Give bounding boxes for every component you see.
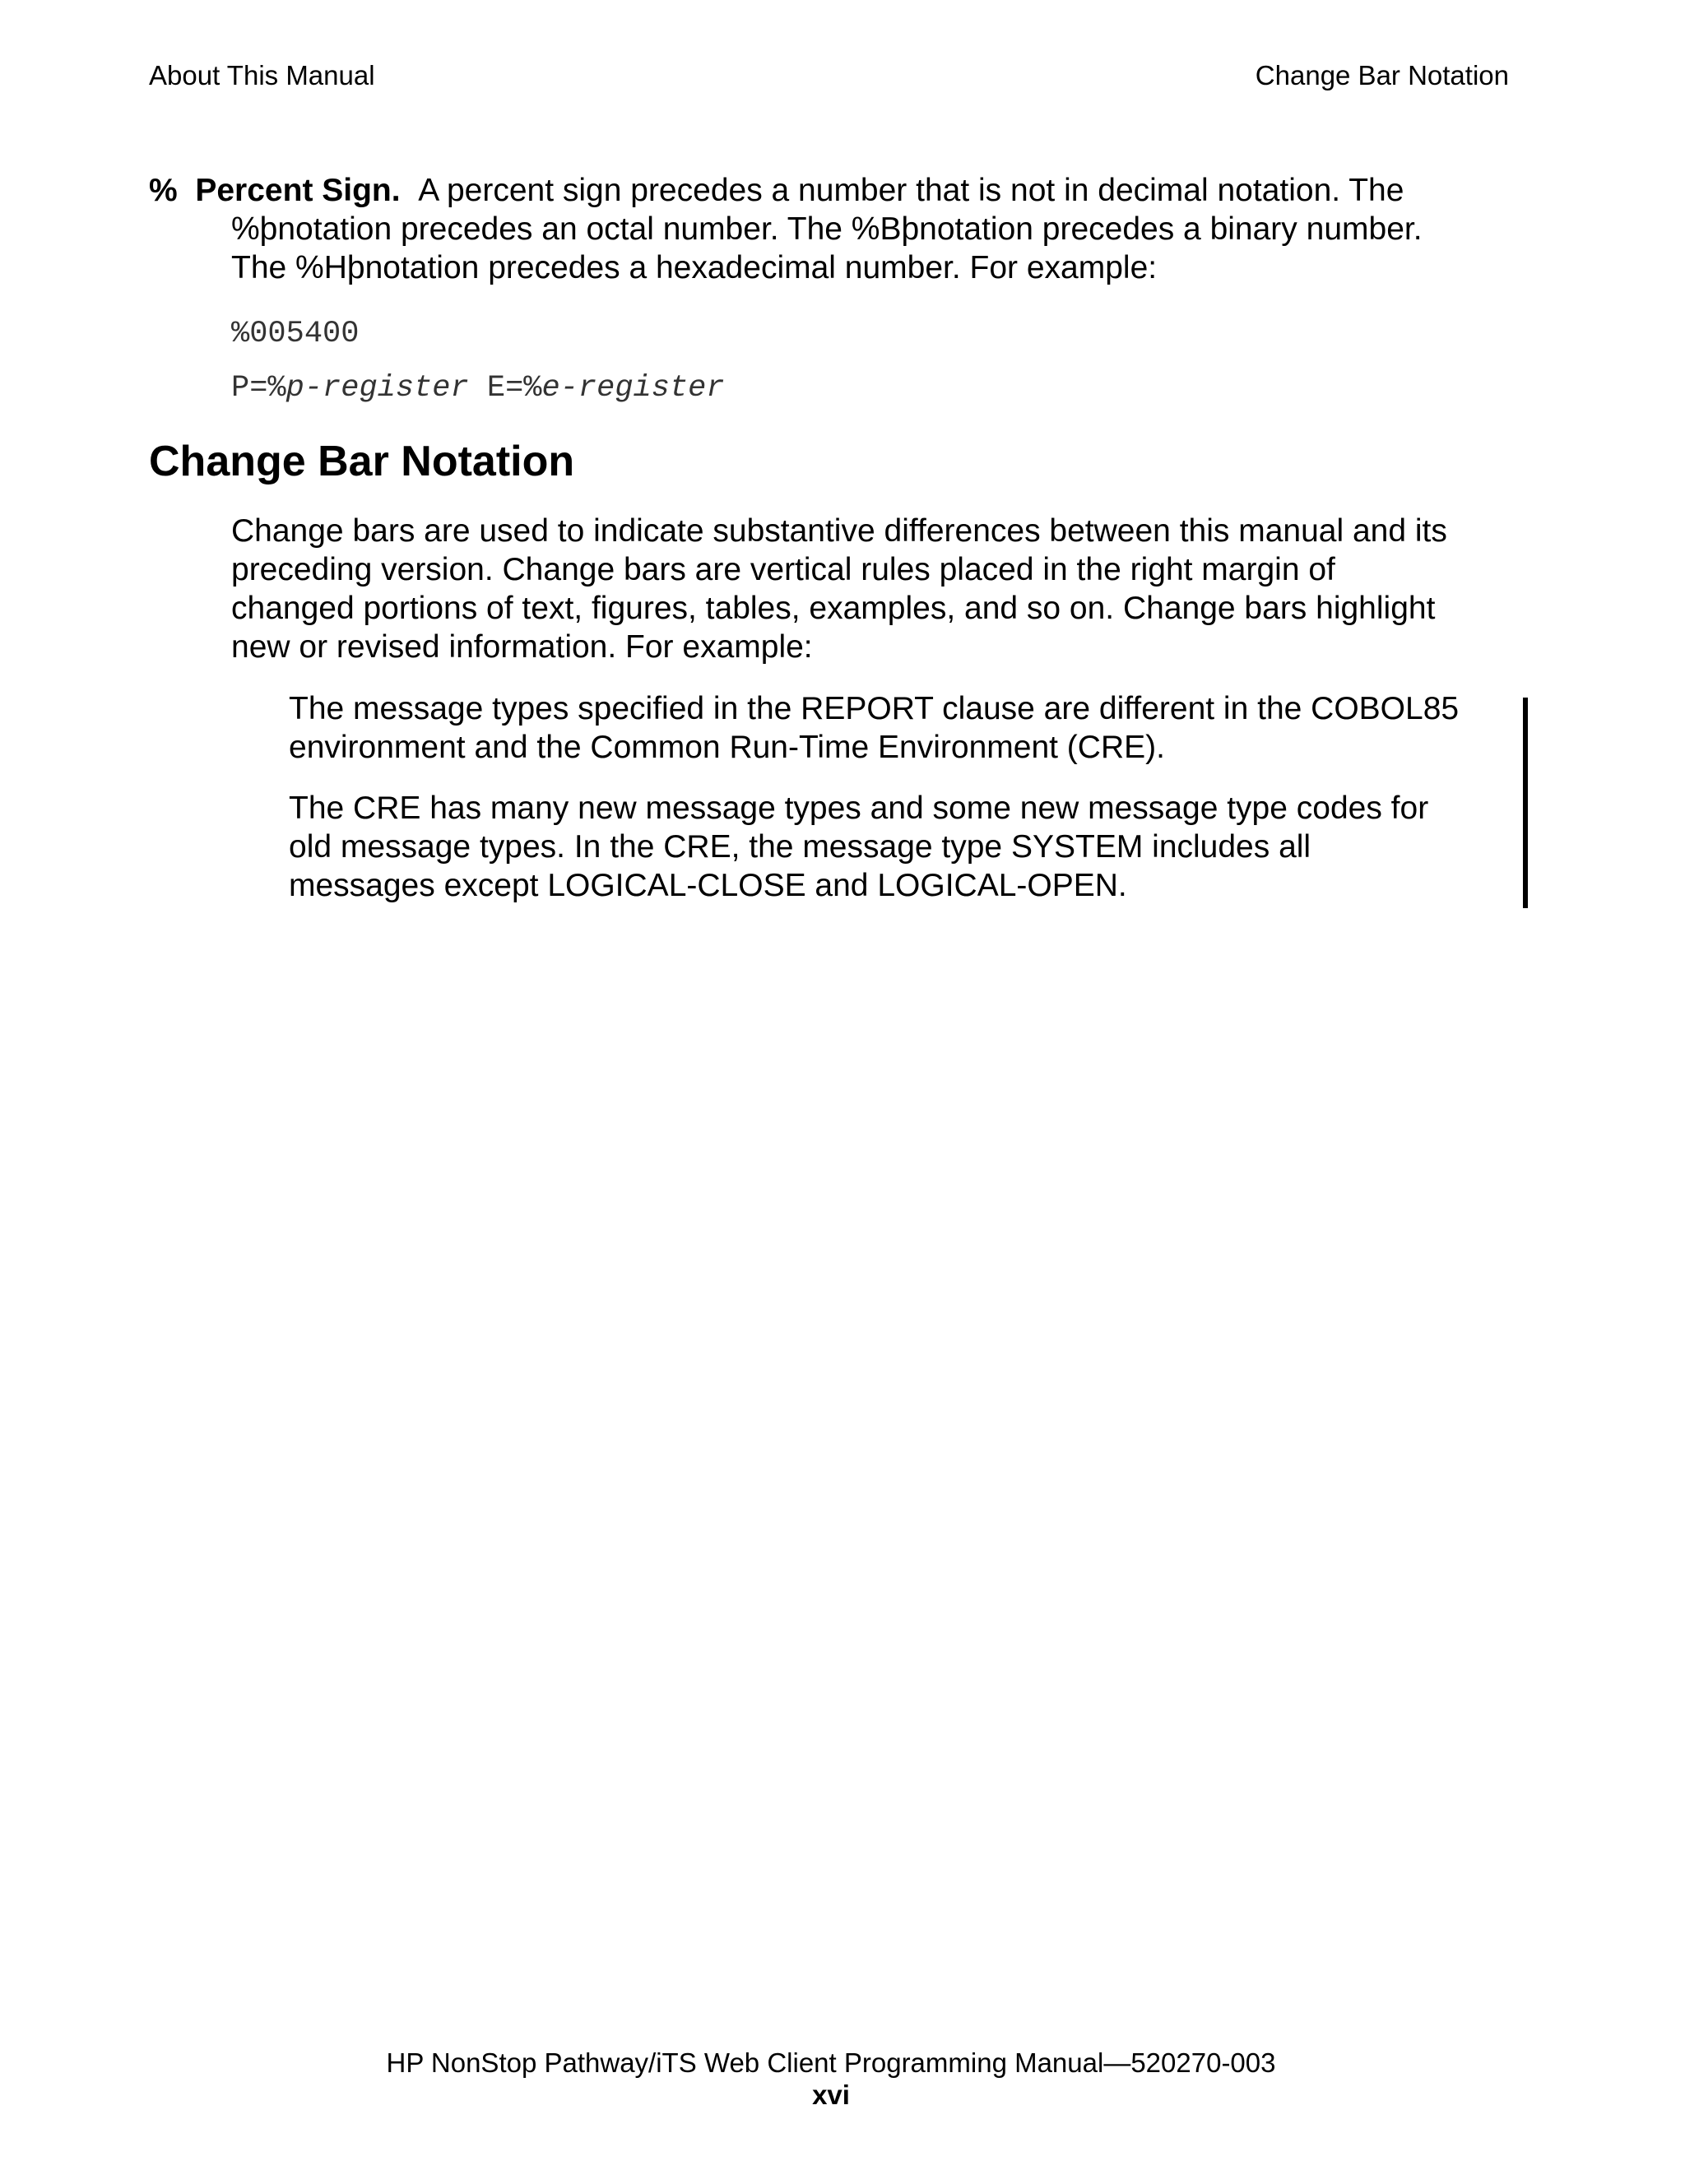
running-header-right: Change Bar Notation: [1255, 60, 1509, 90]
percent-sign-line-1-text: A percent sign precedes a number that is not in decimal notation. The: [418, 173, 1404, 208]
code-e-prefix: E=%: [468, 371, 542, 406]
section-title: Change Bar Notation: [149, 438, 575, 485]
footer-manual-title: HP NonStop Pathway/iTS Web Client Programming Manual—520270-003: [386, 2047, 1276, 2078]
running-header-left: About This Manual: [149, 60, 375, 90]
section-paragraph-line: preceding version. Change bars are vertical rules placed in the right margin of: [231, 552, 1335, 587]
percent-sign-line-3: The %Hþnotation precedes a hexadecimal number. For example:: [231, 250, 1158, 285]
code-example-octal: %005400: [231, 317, 360, 351]
example-paragraph-line: The CRE has many new message types and some new message type codes for: [289, 791, 1429, 826]
footer-page-number: xvi: [812, 2080, 850, 2110]
example-paragraph-line: environment and the Common Run-Time Environment (CRE).: [289, 730, 1165, 765]
example-paragraph-line: messages except LOGICAL-CLOSE and LOGICAL-OPEN.: [289, 868, 1127, 903]
example-paragraph-2: [289, 789, 1523, 905]
code-e-variable: e-register: [541, 371, 725, 406]
code-example-registers: [231, 370, 725, 406]
example-paragraph-line: old message types. In the CRE, the message type SYSTEM includes all: [289, 829, 1311, 865]
section-paragraph: [231, 512, 1523, 666]
example-paragraph-1: [289, 689, 1523, 767]
percent-sign-term: Percent Sign.: [195, 173, 401, 208]
percent-sign-line-2: %þnotation precedes an octal number. The %Bþnotation precedes a binary number.: [231, 211, 1423, 247]
change-bar: [1523, 698, 1528, 908]
code-p-variable: p-register: [285, 371, 469, 406]
percent-sign-definition: [149, 171, 1506, 287]
example-paragraph-line: The message types specified in the REPORT clause are different in the COBOL85: [289, 691, 1460, 726]
section-paragraph-line: new or revised information. For example:: [231, 629, 813, 665]
percent-symbol: %: [149, 173, 178, 208]
code-p-prefix: P=%: [231, 371, 286, 406]
percent-sign-first-line: [149, 171, 1506, 210]
section-paragraph-line: changed portions of text, figures, tables, examples, and so on. Change bars highlight: [231, 591, 1436, 626]
section-paragraph-line: Change bars are used to indicate substantive differences between this manual and its: [231, 513, 1447, 549]
